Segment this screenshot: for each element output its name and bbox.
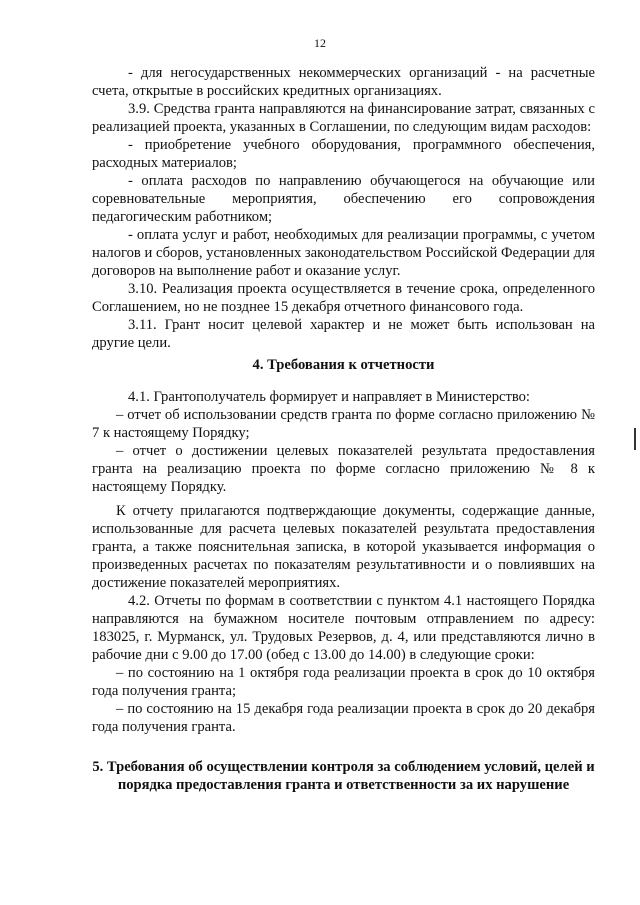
paragraph: - оплата услуг и работ, необходимых для реализации программы, с учетом налогов и сборов, установленных законодательством Российской Федерации для договоров на выполнение работ и оказание услуг. — [92, 227, 595, 279]
paragraph: – отчет об использовании средств гранта по форме согласно приложению № 7 к настоящему Порядку; — [92, 407, 595, 441]
section-5-heading: 5. Требования об осуществлении контроля за соблюдением условий, целей и порядка предоставления гранта и ответственности за их нарушение — [92, 759, 595, 793]
paragraph: – отчет о достижении целевых показателей результата предоставления гранта на реализацию проекта по форме согласно приложению № 8 к настоящему Порядку. — [92, 443, 595, 495]
paragraph: 3.10. Реализация проекта осуществляется в течение срока, определенного Соглашением, но не позднее 15 декабря отчетного финансового года. — [92, 281, 595, 315]
scan-edge-mark — [634, 428, 636, 450]
paragraph: - оплата расходов по направлению обучающегося на обучающие или соревновательные мероприятия, обеспечению его сопровождения педагогическим работником; — [92, 173, 595, 225]
paragraph: – по состоянию на 1 октября года реализации проекта в срок до 10 октября года получения гранта; — [92, 665, 595, 699]
paragraph: 3.11. Грант носит целевой характер и не может быть использован на другие цели. — [92, 317, 595, 351]
paragraph: – по состоянию на 15 декабря года реализации проекта в срок до 20 декабря года получения гранта. — [92, 701, 595, 735]
section-4-heading: 4. Требования к отчетности — [252, 357, 435, 373]
page-number: 12 — [314, 36, 326, 50]
paragraph: 4.1. Грантополучатель формирует и направляет в Министерство: — [128, 389, 530, 405]
paragraph: - для негосударственных некоммерческих организаций - на расчетные счета, открытые в российских кредитных организациях. — [92, 65, 595, 99]
body-text — [92, 64, 595, 794]
paragraph: - приобретение учебного оборудования, программного обеспечения, расходных материалов; — [92, 137, 595, 171]
paragraph: 4.2. Отчеты по формам в соответствии с пунктом 4.1 настоящего Порядка направляются на бумажном носителе почтовым отправлением по адресу: 183025, г. Мурманск, ул. Трудовых Резервов, д. 4, или представляются лично в рабочие дни с 9.00 до 17.00 (обед с 13.00 до 14.00) в следующие сроки: — [92, 593, 595, 663]
paragraph: 3.9. Средства гранта направляются на финансирование затрат, связанных с реализацией проекта, указанных в Соглашении, по следующим видам расходов: — [92, 101, 595, 135]
paragraph: К отчету прилагаются подтверждающие документы, содержащие данные, использованные для расчета целевых показателей результата предоставления гранта, а также пояснительная записка, в которой указывается информация о произведенных расчетах по показателям результативности и о повлиявших на достижение показателей мероприятиях. — [92, 503, 595, 591]
